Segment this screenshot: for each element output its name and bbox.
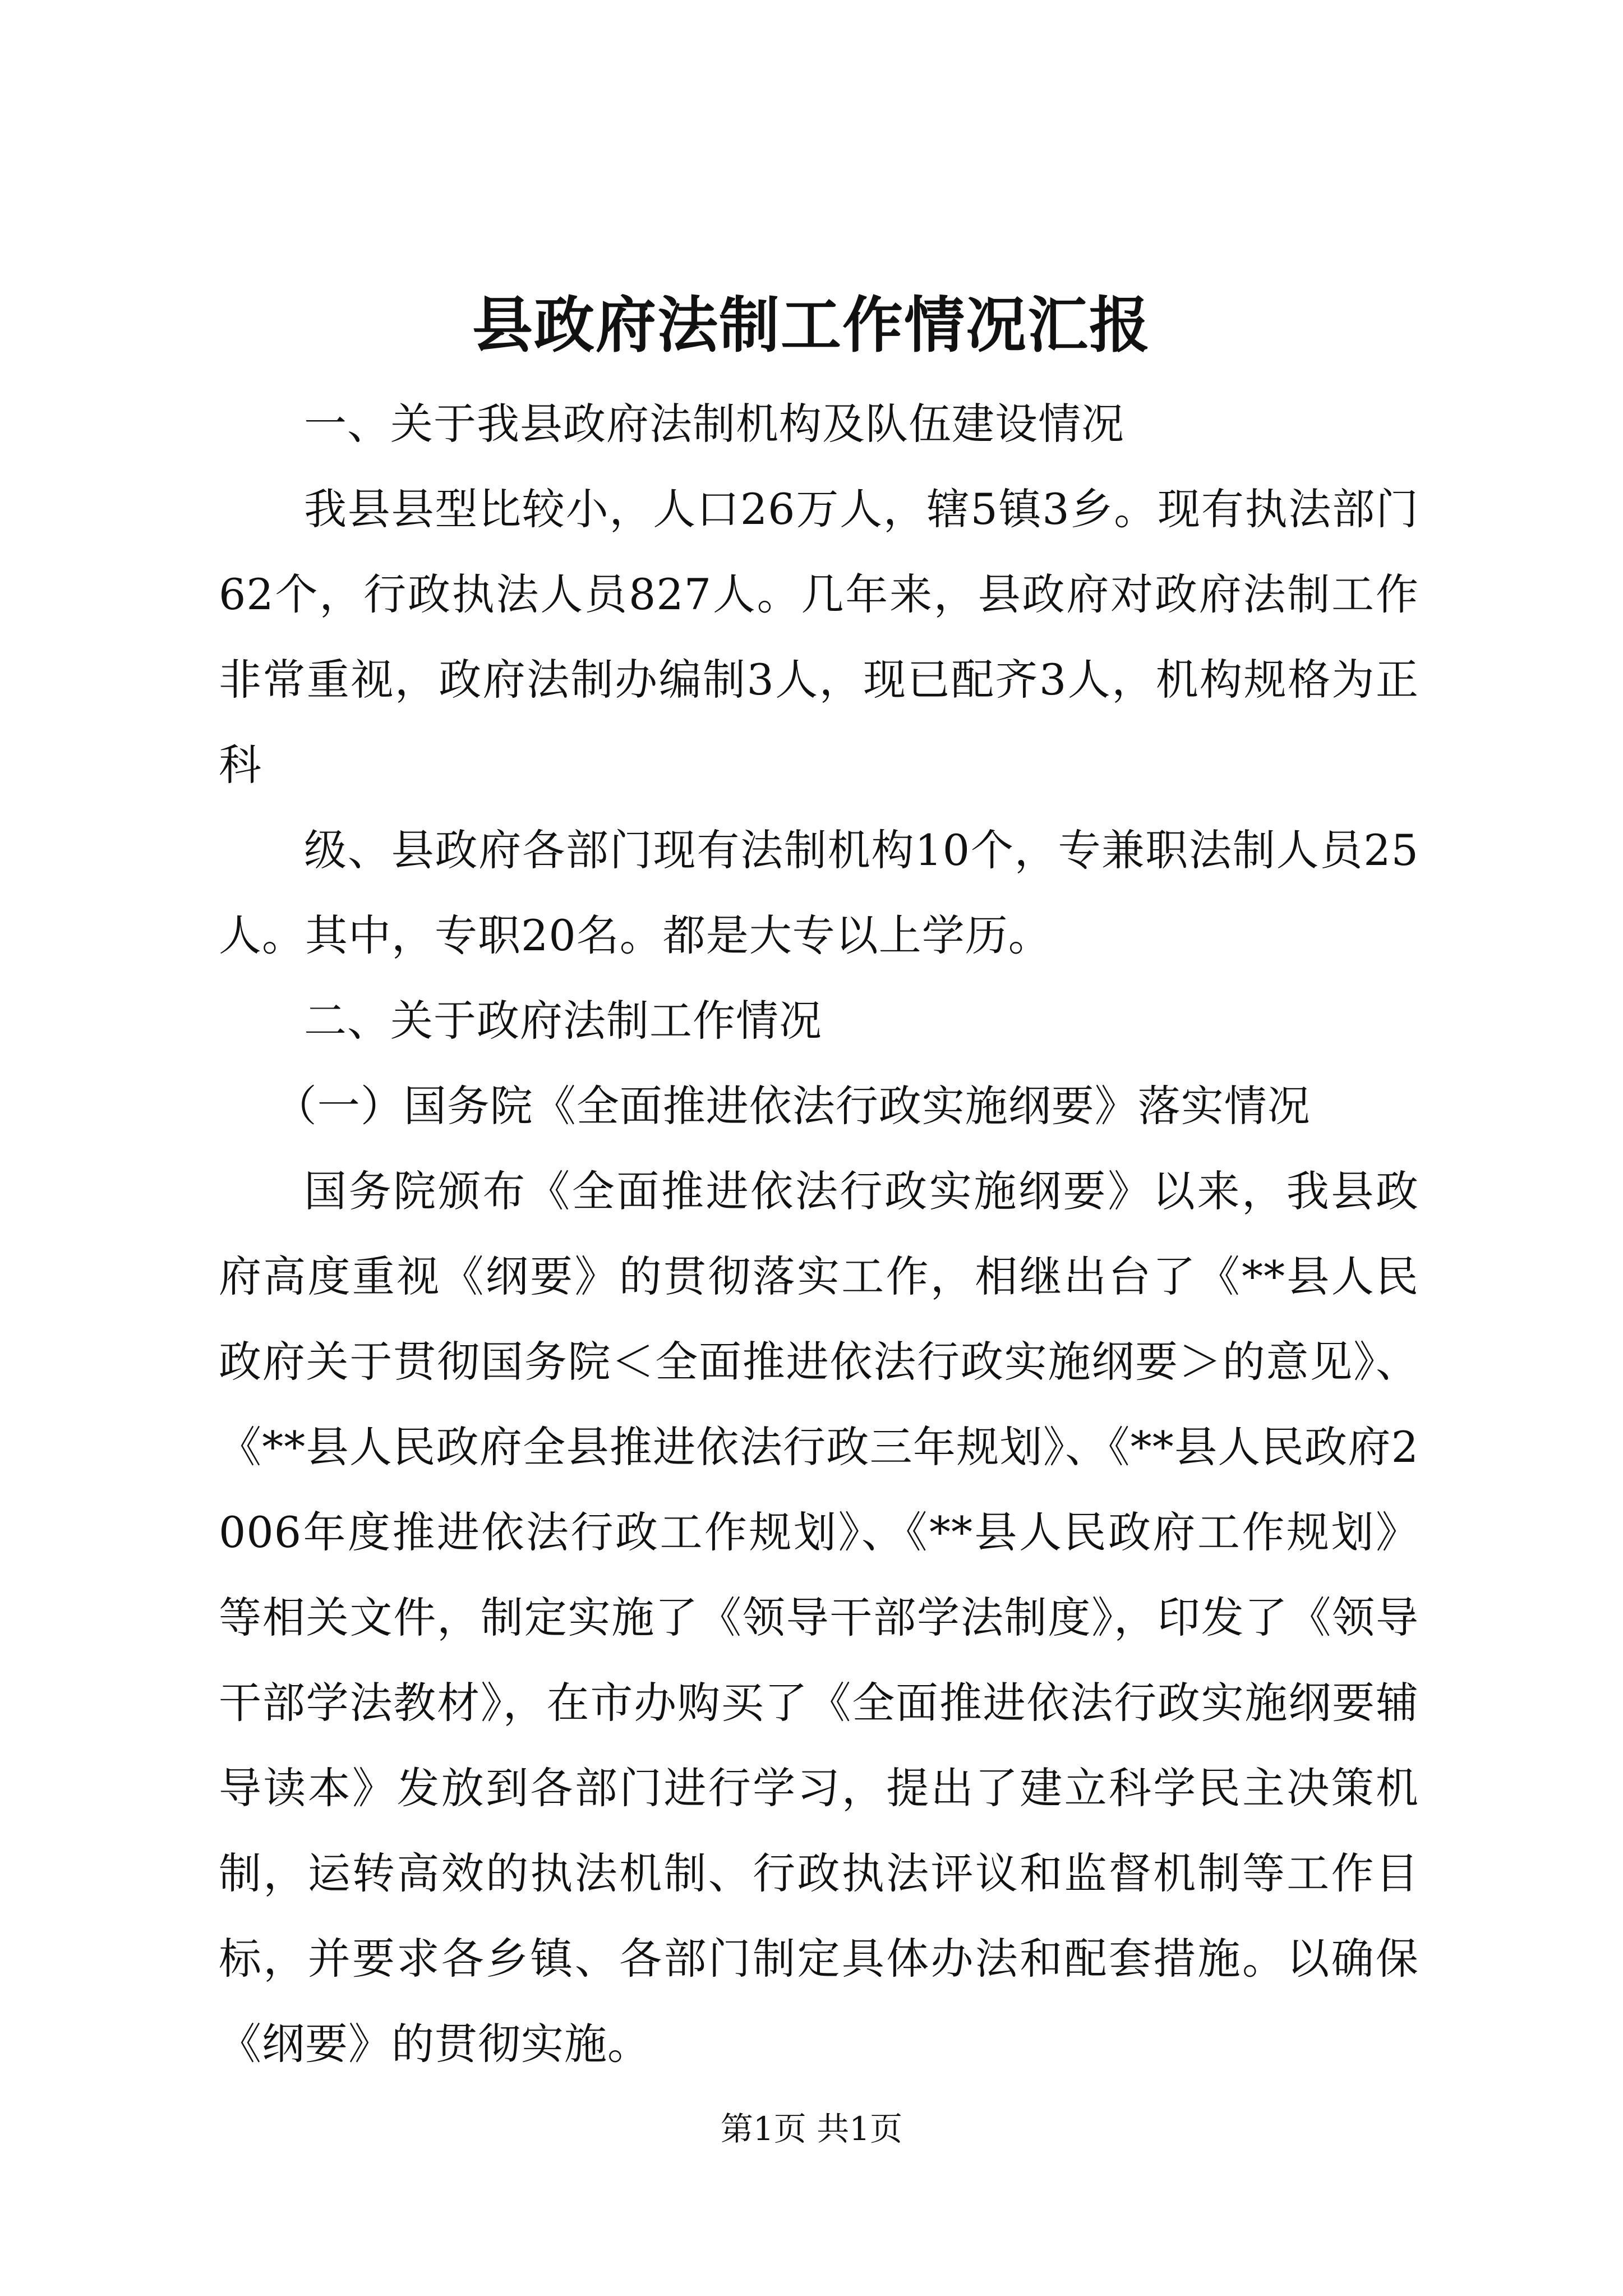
section-heading-1: 一、关于我县政府法制机构及队伍建设情况 [304,399,1124,449]
document-title: 县政府法制工作情况汇报 [472,290,1151,361]
document-body [219,381,1419,2087]
body-paragraph: 我县县型比较小，人口26万人，辖5镇3乡。现有执法部门62个，行政执法人员827人。几年来，县政府对政府法制工作非常重视，政府法制办编制3人，现已配齐3人，机构规格为正科 [219,484,1419,790]
subsection-heading-1: （一）国务院《全面推进依法行政实施纲要》落实情况 [274,1081,1311,1131]
body-paragraph: 国务院颁布《全面推进依法行政实施纲要》以来，我县政府高度重视《纲要》的贯彻落实工作，相继出台了《**县人民政府关于贯彻国务院＜全面推进依法行政实施纲要＞的意见》、《**县人民政府全县推进依法行政三年规划》、《**县人民政府2006年度推进依法行政工作规划》、《**县人民政府工作规划》等相关文件，制定实施了《领导干部学法制度》，印发了《领导干部学法教材》，在市办购买了《全面推进依法行政实施纲要辅导读本》发放到各部门进行学习，提出了建立科学民主决策机制，运转高效的执法机制、行政执法评议和监督机制等工作目标，并要求各乡镇、各部门制定具体办法和配套措施。以确保《纲要》的贯彻实施。 [219,1166,1419,2069]
section-heading-2: 二、关于政府法制工作情况 [304,996,822,1046]
body-paragraph: 级、县政府各部门现有法制机构10个，专兼职法制人员25人。其中，专职20名。都是大专以上学历。 [219,825,1419,960]
page-footer: 第1页 共1页 [720,2110,903,2148]
